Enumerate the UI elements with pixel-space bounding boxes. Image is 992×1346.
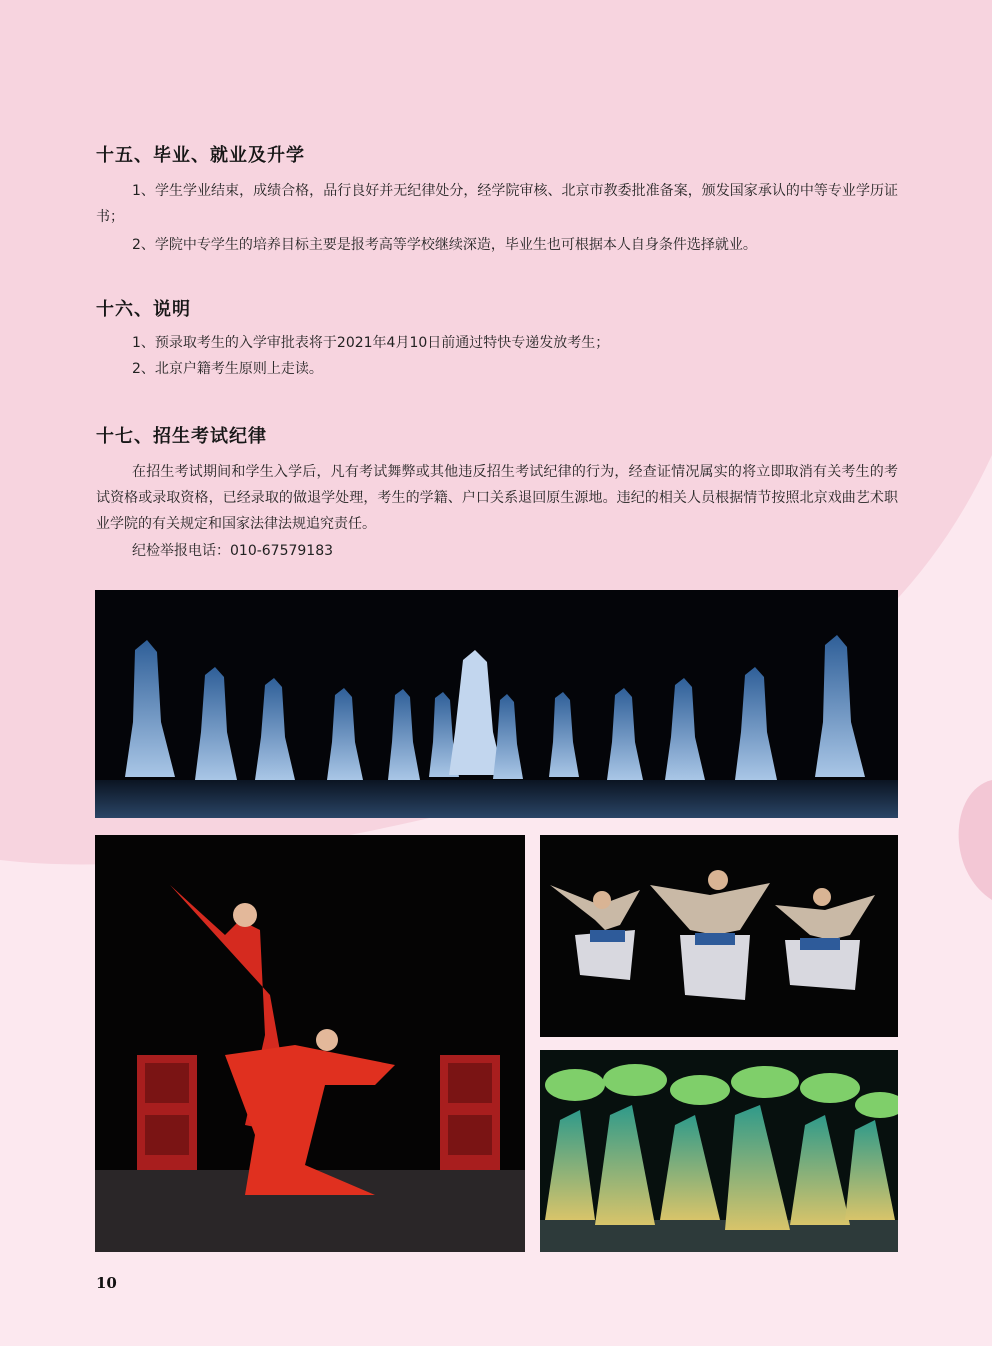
paragraph-notes-2: 2、北京户籍考生原则上走读。 [132, 361, 323, 377]
paragraph-hotline: 纪检举报电话：010-67579183 [132, 543, 334, 559]
paragraph-graduation-1: 1、学生学业结束，成绩合格，品行良好并无纪律处分，经学院审核、北京市教委批准备案，颁发国家承认的中等专业学历证书； [96, 183, 898, 225]
paragraph-notes-1: 1、预录取考生的入学审批表将于2021年4月10日前通过特快专递发放考生； [132, 335, 610, 351]
section-title-graduation: 十五、毕业、就业及升学 [96, 145, 305, 166]
page-number: 10 [96, 1274, 117, 1292]
photo-blue-ensemble-dance [95, 590, 898, 818]
paragraph-graduation-2: 2、学院中专学生的培养目标主要是报考高等学校继续深造，毕业生也可根据本人自身条件选择就业。 [132, 237, 757, 253]
photo-red-costume-duet [95, 835, 525, 1252]
section-title-notes: 十六、说明 [96, 299, 191, 320]
photo-umbrella-dance [540, 1050, 898, 1252]
section-title-discipline: 十七、招生考试纪律 [96, 426, 267, 447]
paragraph-discipline-1: 在招生考试期间和学生入学后，凡有考试舞弊或其他违反招生考试纪律的行为，经查证情况属实的将立即取消有关考生的考试资格或录取资格，已经录取的做退学处理，考生的学籍、户口关系退回原生源地。违纪的相关人员根据情节按照北京戏曲艺术职业学院的有关规定和国家法律法规追究责任。 [96, 464, 898, 532]
photo-jumping-dancers [540, 835, 898, 1037]
